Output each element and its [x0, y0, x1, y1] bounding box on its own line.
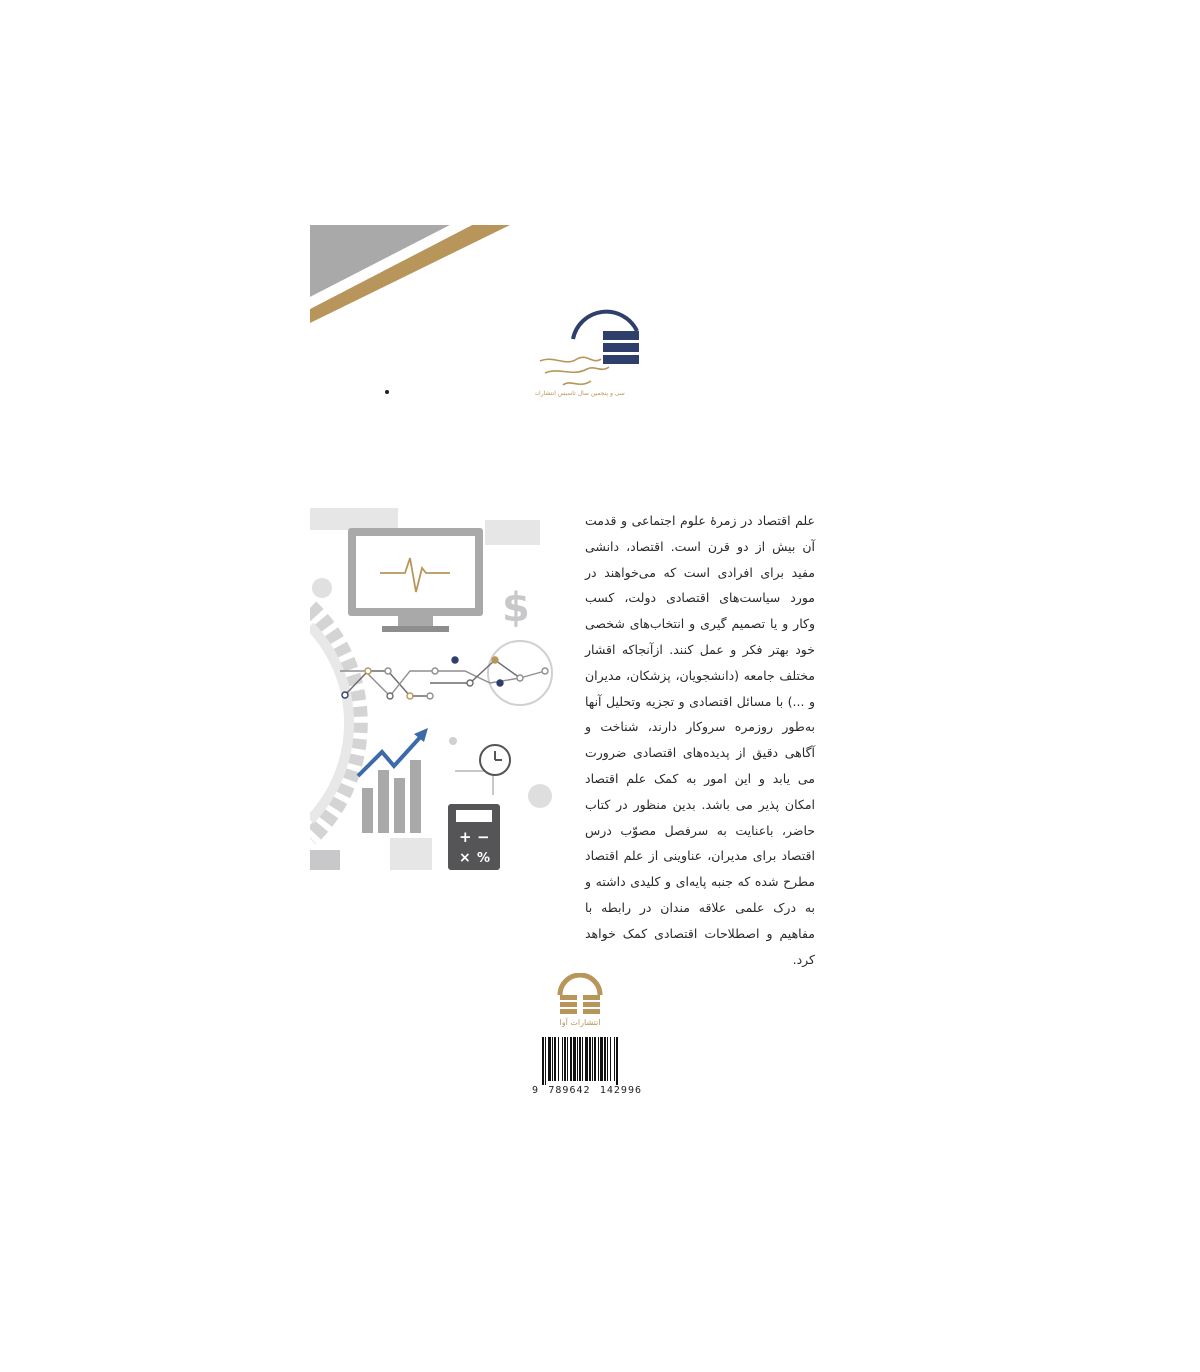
gear-icon: [310, 608, 359, 838]
barcode-bar: [585, 1037, 588, 1081]
barcode-bar: [542, 1037, 544, 1085]
barcode-bar: [616, 1037, 618, 1085]
barcode-bar: [598, 1037, 599, 1081]
barcode-bar: [610, 1037, 611, 1081]
barcode-bar: [607, 1037, 608, 1081]
barcode-bar: [577, 1037, 578, 1081]
isbn-prefix: 9: [532, 1085, 540, 1096]
barcode-bar: [558, 1037, 559, 1081]
barcode-bar: [600, 1037, 603, 1081]
isbn-barcode: [532, 1037, 642, 1085]
barcode-bar: [592, 1037, 593, 1081]
anniversary-logo: [535, 303, 645, 402]
svg-text:%: %: [477, 851, 491, 866]
barcode-bar: [564, 1037, 566, 1081]
barcode-bar: [545, 1037, 546, 1085]
network-icon: [340, 641, 552, 705]
diagonal-stripes: [310, 225, 510, 325]
svg-text:+: +: [459, 828, 472, 846]
barcode-bar: [589, 1037, 591, 1081]
small-dot: [385, 390, 389, 394]
book-back-cover: [310, 225, 840, 1105]
publisher-logo: [550, 973, 610, 1027]
barcode-bar: [573, 1037, 576, 1081]
barcode-bar: [594, 1037, 596, 1081]
publisher-emblem-icon: [550, 973, 610, 1018]
economics-illustration: [310, 508, 560, 870]
blurb-paragraph: علم اقتصاد در زمرهٔ علوم اجتماعی و قدمت آن بیش از دو قرن است. اقتصاد، دانشی مفید برای افرادی است که می‌خواهند در مورد سیاست‌های اقتصادی دولت، کسب وکار و یا تصمیم گیری و انتخاب‌های شخصی خود بهتر فکر و عمل کنند. ازآنجاکه اقشار مختلف جامعه (دانشجویان، پزشکان، مدیران و ...) با مسائل اقتصادی و تجزیه وتحلیل آنها به‌طور روزمره سروکار دارند، شناخت و آگاهی دقیق از پدیده‌های اقتصادی ضرورت می یابد و این امور به کمک علم اقتصاد امکان پذیر می باشد. بدین منظور در کتاب حاضر، باعنایت به سرفصل مصوّب درس اقتصاد برای مدیران، عناوینی از علم اقتصاد مطرح شده که جنبه پایه‌ای و کلیدی داشته و به درک علمی علاقه مندان در رابطه با مفاهیم و اصطلاحات اقتصادی کمک خواهد کرد.: [585, 513, 815, 967]
isbn-number: [532, 1085, 642, 1096]
barcode-bar: [614, 1037, 615, 1081]
dollar-icon: $: [502, 585, 530, 631]
bar-chart-icon: [362, 760, 421, 833]
monitor-icon: [348, 528, 483, 632]
barcode-bar: [567, 1037, 568, 1081]
barcode-bar: [548, 1037, 551, 1081]
anniversary-calligraphy: سی و پنجمین سال تاسیس انتشارات آوا: [535, 390, 625, 397]
isbn-group-1: 789642: [548, 1085, 591, 1096]
barcode-bar: [582, 1037, 583, 1081]
svg-text:×: ×: [459, 850, 471, 866]
barcode-bar: [552, 1037, 553, 1081]
calculator-icon: [448, 804, 500, 870]
barcode-bar: [554, 1037, 556, 1081]
barcode-bar: [562, 1037, 563, 1081]
svg-text:−: −: [477, 828, 490, 846]
barcode-bar: [579, 1037, 581, 1081]
isbn-group-2: 142996: [599, 1085, 642, 1096]
back-cover-blurb: [585, 508, 815, 972]
clock-icon: [455, 745, 510, 795]
publisher-emblem-icon: [535, 303, 645, 398]
barcode-bar: [570, 1037, 572, 1081]
publisher-name: انتشارات آوا: [559, 1018, 601, 1027]
barcode-bar: [604, 1037, 606, 1081]
